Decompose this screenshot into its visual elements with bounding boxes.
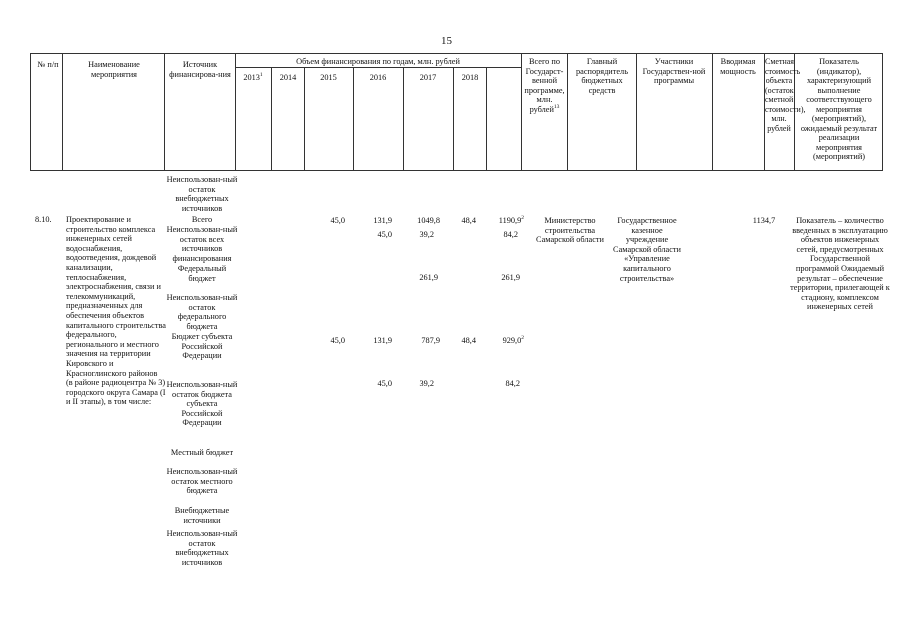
header-main-distributor: Главный распорядитель бюджетных средств <box>576 57 628 95</box>
header-participants: Участники Государствен-ной программы <box>642 57 706 85</box>
unused-regional-2016: 45,0 <box>377 379 392 388</box>
header-cost: Сметная стоимость объекта (остаток сметной стоимости), млн. рублей <box>765 57 806 133</box>
source-unused-regional: Неиспользован-ный остаток бюджета субъекта Российской Федерации <box>166 380 238 428</box>
header-total: Всего по Государст-венной программе, млн. рублей$^{13}$ <box>524 57 565 114</box>
header-name: Наименование мероприятия <box>88 60 140 79</box>
regional-2015: 45,0 <box>330 336 345 345</box>
source-total: Всего <box>191 215 213 224</box>
total-2018: 48,4 <box>461 216 476 225</box>
regional-2016: 131,9 <box>373 336 392 345</box>
header-year-2018: 2018 <box>461 73 479 82</box>
header-source: Источник финансирова-ния <box>169 60 231 79</box>
row-name: Проектирование и строительство комплекса инженерных сетей водоснабжения, водоотведения, дождевой канализации, теплоснабжения, электроснабжения, связи и телекоммуникаций, предназначенных для обеспечения объектов капитального строительства федерального, регионального и местного значения на территории Кировского и Красноглинского районов (в районе радиоцентра № 3) городского округа Самара (I и II этапы), в том числе: <box>66 215 166 407</box>
unused-all-2016: 45,0 <box>377 230 392 239</box>
header-year-2014: 2014 <box>279 73 297 82</box>
unused-regional-sum: 84,2 <box>505 379 520 388</box>
participants: Государственное казенное учреждение Самарской области «Управление капитального строительства» <box>613 216 681 283</box>
prev-source-tail: Неиспользован-ный остаток внебюджетных источников <box>166 175 238 213</box>
total-2017: 1049,8 <box>417 216 440 225</box>
source-unused-federal: Неиспользован-ный остаток федерального бюджета <box>166 293 238 331</box>
header-year-2016: 2016 <box>369 73 387 82</box>
source-unused-extrabudget: Неиспользован-ный остаток внебюджетных источников <box>166 529 238 567</box>
header-num: № п/п <box>37 60 59 69</box>
source-extrabudget: Внебюджетные источники <box>174 506 230 525</box>
source-unused-local: Неиспользован-ный остаток местного бюджета <box>166 467 238 496</box>
source-local: Местный бюджет <box>170 448 234 457</box>
header-capacity: Вводимая мощность <box>720 57 756 76</box>
regional-2017: 787,9 <box>421 336 440 345</box>
total-2015: 45,0 <box>330 216 345 225</box>
header-year-2015: 2015 <box>320 73 337 82</box>
unused-all-2017: 39,2 <box>419 230 434 239</box>
table-header <box>30 53 883 171</box>
total-2016: 131,9 <box>373 216 392 225</box>
header-year-2017: 2017 <box>419 73 437 82</box>
federal-2017: 261,9 <box>419 273 438 282</box>
unused-regional-2017: 39,2 <box>419 379 434 388</box>
unused-all-sum: 84,2 <box>503 230 518 239</box>
header-indicator: Показатель (индикатор), характеризующий выполнение соответствующего мероприятия (мероприятий), ожидаемый результат реализации мероприятия (мероприятий) <box>800 57 878 161</box>
regional-sum: 929,0$^2$ <box>502 335 524 345</box>
source-federal: Федеральный бюджет <box>177 264 227 283</box>
header-years-group: Объем финансирования по годам, млн. рублей <box>296 57 460 66</box>
row-number: 8.10. <box>35 215 52 224</box>
federal-sum: 261,9 <box>501 273 520 282</box>
source-regional: Бюджет субъекта Российской Федерации <box>171 332 233 361</box>
indicator: Показатель – количество введенных в эксплуатацию объектов инженерных сетей, предусмотренных Государственной программой Ожидаемый результат – обеспечение территории, прилегающей к стадиону, комплексом инженерных сетей <box>790 216 890 312</box>
source-unused-all: Неиспользован-ный остаток всех источников финансирования <box>166 225 238 263</box>
total-sum: 1190,9$^2$ <box>498 215 524 225</box>
regional-2018: 48,4 <box>461 336 476 345</box>
page-number: 15 <box>441 35 452 47</box>
main-distributor: Министерство строительства Самарской области <box>536 216 604 245</box>
header-year-2013: 2013$^1$ <box>243 72 263 82</box>
estimated-cost: 1134,7 <box>752 216 776 225</box>
